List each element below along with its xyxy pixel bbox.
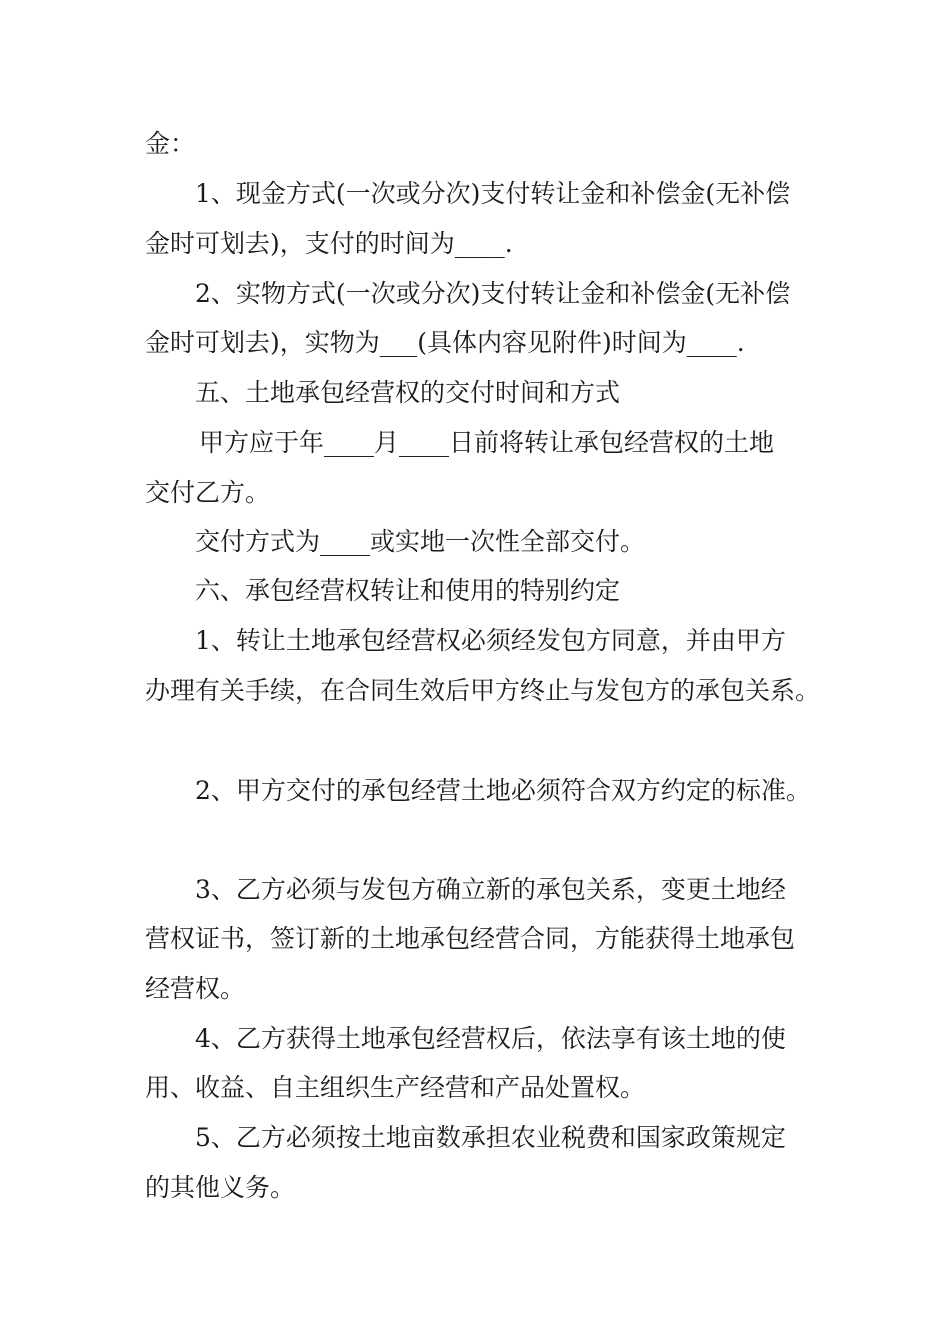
text-line: 甲方应于年____月____日前将转让承包经营权的土地	[199, 428, 775, 457]
text-line: 金：	[145, 129, 196, 158]
text-line: 交付乙方。	[145, 478, 271, 507]
section-heading: 五、土地承包经营权的交付时间和方式	[195, 378, 621, 407]
text-line: 2、甲方交付的承包经营土地必须符合双方约定的标准。	[195, 776, 811, 805]
text-line: 1、现金方式(一次或分次)支付转让金和补偿金(无补偿	[195, 179, 791, 208]
text-line: 4、乙方获得土地承包经营权后，依法享有该土地的使	[195, 1024, 786, 1053]
text-line: 用、收益、自主组织生产经营和产品处置权。	[145, 1073, 646, 1102]
text-line: 2、实物方式(一次或分次)支付转让金和补偿金(无补偿	[195, 279, 791, 308]
text-line: 经营权。	[145, 974, 246, 1003]
text-line: 的其他义务。	[145, 1173, 296, 1202]
text-line: 交付方式为____或实地一次性全部交付。	[195, 527, 646, 556]
text-line: 5、乙方必须按土地亩数承担农业税费和国家政策规定	[195, 1123, 786, 1152]
section-heading: 六、承包经营权转让和使用的特别约定	[195, 576, 621, 605]
text-line: 金时可划去)，支付的时间为____.	[145, 229, 513, 258]
text-line: 金时可划去)，实物为___(具体内容见附件)时间为____.	[145, 328, 745, 357]
text-line: 办理有关手续，在合同生效后甲方终止与发包方的承包关系。	[145, 676, 821, 705]
text-line: 3、乙方必须与发包方确立新的承包关系，变更土地经	[195, 875, 786, 904]
text-line: 营权证书，签订新的土地承包经营合同，方能获得土地承包	[145, 924, 796, 953]
text-line: 1、转让土地承包经营权必须经发包方同意，并由甲方	[195, 626, 786, 655]
